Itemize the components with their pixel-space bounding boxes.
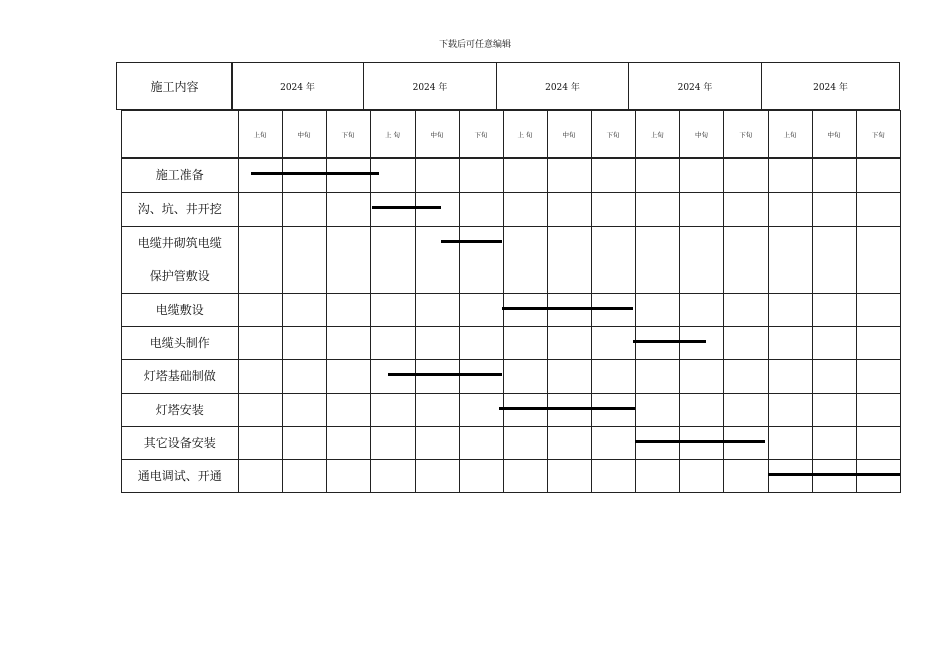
schedule-cell	[768, 326, 813, 360]
header-task-label: 施工内容	[116, 62, 233, 110]
schedule-cell	[282, 393, 327, 427]
schedule-cell	[370, 426, 416, 460]
schedule-cell	[547, 158, 592, 193]
schedule-cell	[503, 359, 548, 394]
schedule-cell	[723, 293, 769, 327]
task-name: 通电调试、开通	[121, 459, 239, 493]
schedule-cell	[856, 359, 902, 394]
schedule-cell	[635, 393, 681, 427]
schedule-bar	[372, 206, 440, 209]
schedule-cell	[370, 192, 416, 227]
schedule-cell	[768, 158, 813, 193]
header-year-4: 2024 年	[628, 62, 762, 110]
period-header-7: 上 旬	[503, 110, 548, 158]
schedule-cell	[415, 426, 460, 460]
task-name: 电缆敷设	[121, 293, 239, 327]
schedule-cell	[370, 359, 416, 394]
schedule-cell	[282, 426, 327, 460]
schedule-cell	[768, 426, 813, 460]
task-name: 灯塔基础制做	[121, 359, 239, 394]
schedule-cell	[503, 158, 548, 193]
schedule-cell	[459, 293, 504, 327]
schedule-cell	[812, 393, 857, 427]
schedule-bar	[502, 307, 633, 310]
schedule-cell	[856, 426, 902, 460]
schedule-cell	[591, 459, 636, 493]
schedule-cell	[856, 326, 902, 360]
schedule-cell	[723, 359, 769, 394]
period-header-15: 下旬	[856, 110, 902, 158]
schedule-cell	[326, 426, 371, 460]
schedule-cell	[812, 459, 857, 493]
schedule-cell	[591, 359, 636, 394]
schedule-bar	[633, 340, 706, 343]
schedule-cell	[635, 459, 681, 493]
schedule-cell	[547, 459, 592, 493]
schedule-cell	[679, 158, 724, 193]
schedule-cell	[459, 426, 504, 460]
schedule-cell	[723, 226, 769, 294]
task-name: 施工准备	[121, 158, 239, 193]
schedule-cell	[503, 326, 548, 360]
schedule-cell	[238, 359, 283, 394]
header-year-3: 2024 年	[496, 62, 629, 110]
schedule-cell	[768, 226, 813, 294]
schedule-cell	[635, 426, 681, 460]
schedule-cell	[326, 192, 371, 227]
schedule-cell	[679, 426, 724, 460]
schedule-cell	[503, 459, 548, 493]
schedule-cell	[812, 226, 857, 294]
schedule-cell	[459, 192, 504, 227]
schedule-cell	[591, 393, 636, 427]
schedule-cell	[591, 226, 636, 294]
period-header-9: 下旬	[591, 110, 636, 158]
schedule-cell	[503, 393, 548, 427]
schedule-cell	[679, 192, 724, 227]
schedule-cell	[282, 192, 327, 227]
task-name: 其它设备安装	[121, 426, 239, 460]
schedule-cell	[282, 293, 327, 327]
schedule-cell	[591, 158, 636, 193]
schedule-cell	[635, 192, 681, 227]
period-header-14: 中旬	[812, 110, 857, 158]
schedule-cell	[238, 158, 283, 193]
schedule-cell	[238, 459, 283, 493]
schedule-cell	[415, 326, 460, 360]
schedule-cell	[635, 293, 681, 327]
schedule-cell	[326, 293, 371, 327]
schedule-cell	[459, 326, 504, 360]
schedule-cell	[370, 293, 416, 327]
schedule-cell	[282, 459, 327, 493]
schedule-cell	[547, 393, 592, 427]
period-header-8: 中旬	[547, 110, 592, 158]
schedule-cell	[547, 226, 592, 294]
schedule-cell	[282, 359, 327, 394]
schedule-cell	[856, 393, 902, 427]
schedule-cell	[238, 426, 283, 460]
watermark-text: 下载后可任意编辑	[438, 40, 511, 50]
schedule-cell	[768, 393, 813, 427]
schedule-cell	[238, 326, 283, 360]
schedule-cell	[723, 459, 769, 493]
schedule-bar	[499, 407, 635, 410]
period-header-3: 下旬	[326, 110, 371, 158]
schedule-cell	[415, 158, 460, 193]
schedule-cell	[812, 326, 857, 360]
schedule-cell	[723, 426, 769, 460]
schedule-cell	[370, 158, 416, 193]
task-name: 沟、坑、井开挖	[121, 192, 239, 227]
schedule-cell	[768, 459, 813, 493]
header-year-5: 2024 年	[761, 62, 900, 110]
schedule-cell	[591, 426, 636, 460]
schedule-bar	[388, 373, 503, 376]
schedule-cell	[635, 326, 681, 360]
task-name: 电缆头制作	[121, 326, 239, 360]
schedule-bar	[768, 473, 901, 476]
schedule-cell	[370, 393, 416, 427]
header-year-2: 2024 年	[363, 62, 497, 110]
schedule-cell	[679, 293, 724, 327]
schedule-cell	[856, 293, 902, 327]
schedule-cell	[723, 192, 769, 227]
schedule-cell	[547, 293, 592, 327]
header-year-1: 2024 年	[231, 62, 364, 110]
schedule-cell	[812, 293, 857, 327]
schedule-cell	[503, 293, 548, 327]
period-header-1: 上旬	[238, 110, 283, 158]
schedule-bar	[635, 440, 765, 443]
period-header-11: 中旬	[679, 110, 724, 158]
schedule-cell	[415, 393, 460, 427]
schedule-cell	[812, 192, 857, 227]
schedule-cell	[326, 158, 371, 193]
schedule-cell	[326, 459, 371, 493]
schedule-cell	[459, 226, 504, 294]
schedule-cell	[415, 226, 460, 294]
period-header-4: 上 旬	[370, 110, 416, 158]
schedule-cell	[547, 359, 592, 394]
schedule-cell	[503, 226, 548, 294]
schedule-cell	[415, 192, 460, 227]
schedule-cell	[415, 459, 460, 493]
period-header-2: 中旬	[282, 110, 327, 158]
schedule-cell	[856, 459, 902, 493]
schedule-cell	[723, 393, 769, 427]
schedule-cell	[326, 326, 371, 360]
schedule-cell	[282, 326, 327, 360]
schedule-cell	[238, 293, 283, 327]
schedule-cell	[679, 226, 724, 294]
schedule-cell	[547, 426, 592, 460]
schedule-cell	[679, 459, 724, 493]
schedule-cell	[547, 326, 592, 360]
schedule-cell	[238, 192, 283, 227]
schedule-cell	[812, 359, 857, 394]
period-header-5: 中旬	[415, 110, 460, 158]
schedule-cell	[503, 426, 548, 460]
schedule-cell	[768, 293, 813, 327]
schedule-cell	[679, 326, 724, 360]
schedule-cell	[635, 158, 681, 193]
schedule-cell	[723, 158, 769, 193]
schedule-cell	[459, 158, 504, 193]
schedule-cell	[370, 226, 416, 294]
schedule-cell	[635, 359, 681, 394]
task-name: 灯塔安装	[121, 393, 239, 427]
schedule-cell	[812, 426, 857, 460]
schedule-cell	[238, 226, 283, 294]
schedule-cell	[768, 359, 813, 394]
task-name: 电缆井砌筑电缆保护管敷设	[121, 226, 239, 294]
schedule-cell	[370, 326, 416, 360]
schedule-cell	[591, 192, 636, 227]
period-header-10: 上旬	[635, 110, 681, 158]
schedule-cell	[635, 226, 681, 294]
schedule-cell	[679, 359, 724, 394]
schedule-cell	[591, 326, 636, 360]
schedule-cell	[282, 226, 327, 294]
schedule-cell	[415, 293, 460, 327]
schedule-cell	[326, 226, 371, 294]
schedule-cell	[856, 226, 902, 294]
schedule-cell	[326, 393, 371, 427]
schedule-cell	[459, 359, 504, 394]
schedule-cell	[503, 192, 548, 227]
schedule-cell	[591, 293, 636, 327]
schedule-cell	[459, 393, 504, 427]
schedule-cell	[856, 192, 902, 227]
schedule-cell	[415, 359, 460, 394]
schedule-cell	[856, 158, 902, 193]
schedule-cell	[723, 326, 769, 360]
schedule-bar	[251, 172, 379, 175]
schedule-cell	[812, 158, 857, 193]
schedule-cell	[459, 459, 504, 493]
period-header-6: 下旬	[459, 110, 504, 158]
schedule-cell	[768, 192, 813, 227]
schedule-cell	[326, 359, 371, 394]
schedule-bar	[441, 240, 503, 243]
period-header-13: 上旬	[768, 110, 813, 158]
schedule-cell	[370, 459, 416, 493]
header-blank-cell	[121, 110, 239, 158]
period-header-12: 下旬	[723, 110, 769, 158]
schedule-cell	[282, 158, 327, 193]
schedule-cell	[679, 393, 724, 427]
schedule-cell	[547, 192, 592, 227]
schedule-cell	[238, 393, 283, 427]
